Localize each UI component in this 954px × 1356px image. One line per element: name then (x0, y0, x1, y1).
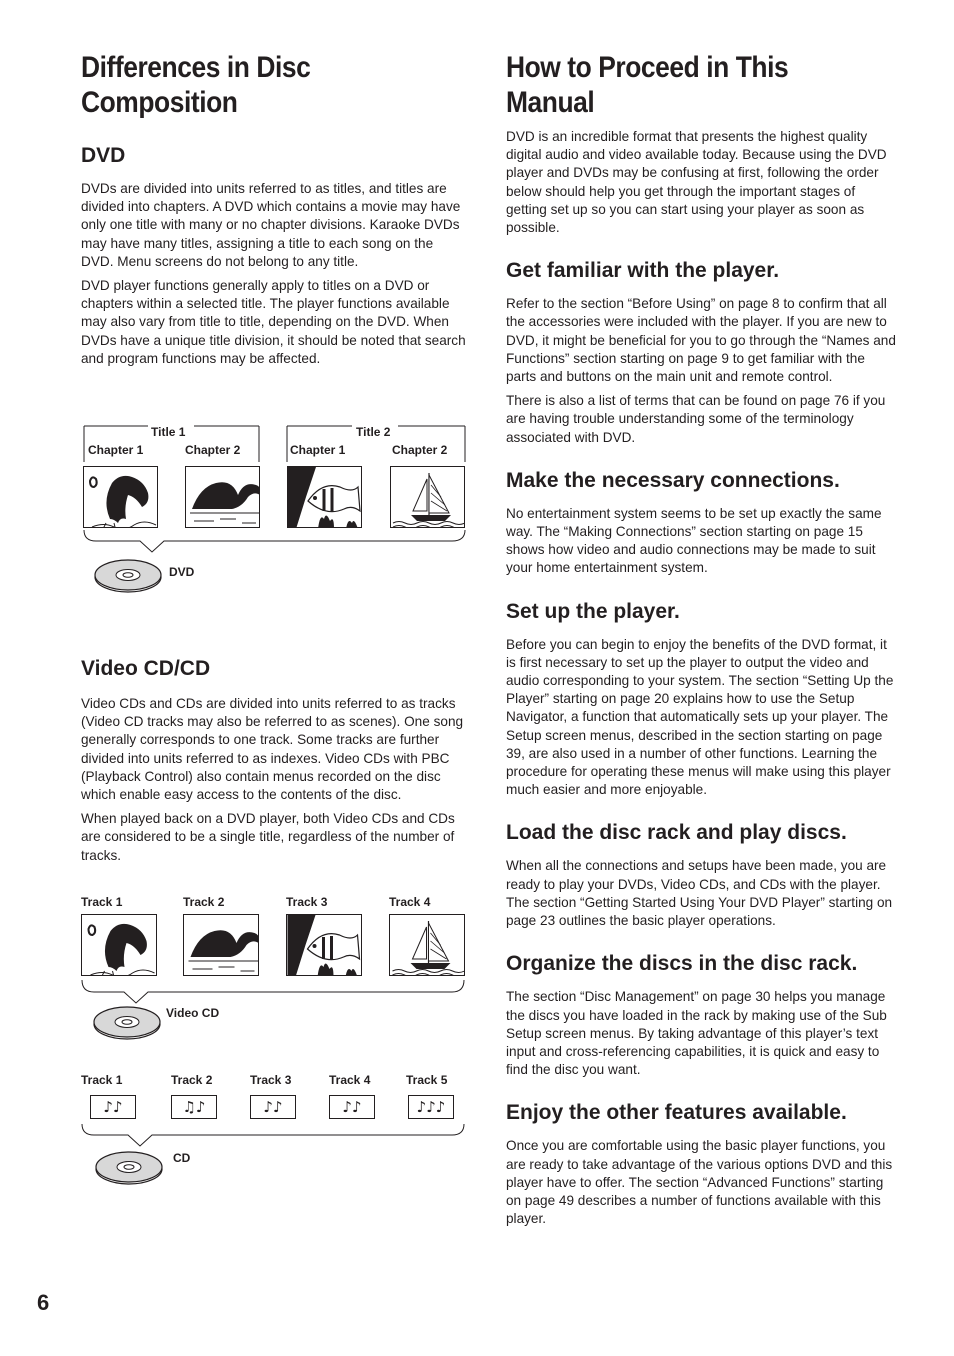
section-heading-organize: Organize the discs in the disc rack. (506, 952, 858, 976)
cd-track-notes-1: ♪♪ (90, 1095, 136, 1119)
cd-track-notes-3: ♪♪ (250, 1095, 296, 1119)
cd-track-label-2: Track 2 (171, 1073, 213, 1087)
section-heading-connections: Make the necessary connections. (506, 468, 840, 492)
left-title-line2: Composition (81, 86, 238, 119)
familiar-paragraph-2: There is also a list of terms that can be found on page 76 if you are having trouble understanding some of the terminology associated with DVD. (506, 393, 886, 445)
familiar-paragraph-1: Refer to the section “Before Using” on page 8 to confirm that all the accessories were included with the player. If you are new to DVD, it might be beneficial for you to go through the “Names and Functions” section starting on page 9 to get familiar with the parts and buttons on the main unit and remote control. (506, 296, 896, 385)
load-paragraph: When all the connections and setups have been made, you are ready to play your DVDs, Video CDs, and CDs with the player. The section “Getting Started Using Your DVD Player” starting on page 23 outlines the basic player operations. (506, 858, 893, 929)
vcd-paragraph-2: When played back on a DVD player, both Video CDs and CDs are considered to be a single title, regardless of the number of tracks. (81, 811, 455, 863)
cd-track-label-5: Track 5 (406, 1073, 448, 1087)
section-heading-familiar: Get familiar with the player. (506, 259, 780, 283)
cd-disc-label: CD (173, 1151, 191, 1165)
vcd-track-label-4: Track 4 (389, 895, 431, 909)
right-page-title (506, 50, 851, 120)
vcd-track-label-2: Track 2 (183, 895, 225, 909)
page-number: 6 (37, 1290, 50, 1315)
right-column (506, 50, 898, 1228)
dvd-title1-label: Title 1 (151, 425, 186, 439)
dvd-disc-label: DVD (169, 565, 195, 579)
vcd-track-label-1: Track 1 (81, 895, 123, 909)
vcd-disc-label: Video CD (166, 1006, 220, 1020)
dvd-chapter-label-1: Chapter 1 (88, 443, 144, 457)
dvd-chapter-label-4: Chapter 2 (392, 443, 448, 457)
dvd-paragraph-1: DVDs are divided into units referred to as titles, and titles are divided into chapters. A DVD which contains a movie may have only one title with many or no chapter divisions. Karaoke DVDs may have many titles, assigning a title to each song on the DVD. Menu screens do not belong to any title. (81, 181, 461, 269)
intro-paragraph: DVD is an incredible format that presents the highest quality digital audio and video available today. Because using the DVD player and DVDs may be confusing at first, following the order below should help you get through the important stages of getting set up so you can start using your player as soon as possible. (506, 129, 887, 236)
dvd-heading: DVD (81, 144, 126, 167)
dvd-chapter-label-3: Chapter 1 (290, 443, 346, 457)
cd-track-notes-2: ♫♪ (171, 1095, 217, 1119)
section-heading-enjoy: Enjoy the other features available. (506, 1101, 847, 1125)
right-title-line2: Manual (506, 86, 595, 119)
vcd-track-label-3: Track 3 (286, 895, 328, 909)
setup-paragraph: Before you can begin to enjoy the benefits of the DVD format, it is first necessary to set up the player to output the video and audio corresponding to your system. The section “Setting Up the Player” starting on page 20 explains how to use the Setup Navigator, a function that automatically sets up your player. The Setup screen menus, described in the section starting on page 39, are also used in a number of other functions. Learning the procedure for operating these menus will make using this player much easier and more enjoyable. (506, 636, 894, 798)
dvd-title2-label: Title 2 (356, 425, 391, 439)
cd-disc-icon (95, 1151, 163, 1187)
cd-track-label-3: Track 3 (250, 1073, 292, 1087)
section-heading-load: Load the disc rack and play discs. (506, 821, 847, 845)
dvd-chapter-label-2: Chapter 2 (185, 443, 241, 457)
connections-paragraph: No entertainment system seems to be set up exactly the same way. The “Making Connections” section starting on page 15 shows how video and audio connections may be made to suit your home entertainment system. (506, 505, 882, 576)
vcd-heading: Video CD/CD (81, 657, 211, 680)
section-heading-setup: Set up the player. (506, 599, 680, 623)
cd-track-label-4: Track 4 (329, 1073, 371, 1087)
organize-paragraph: The section “Disc Management” on page 30 helps you manage the discs you have loaded in the rack by making use of the Sub Setup screen menus. By taking advantage of this player’s text input and cross-referencing capabilities, it is quick and easy to find the disc you want. (506, 989, 887, 1078)
left-title-line1: Differences in Disc (81, 51, 311, 84)
cd-track-notes-5: ♪♪♪ (408, 1095, 454, 1119)
cd-track-label-1: Track 1 (81, 1073, 123, 1087)
vcd-paragraph-1: Video CDs and CDs are divided into units referred to as tracks (Video CD tracks may also be referred to as scenes). One song generally corresponds to one track. Some tracks are further divided into units referred to as indexes. Video CDs with PBC (Playback Control) also contain menus recorded on the disc which enable easy access to the contents of the disc. (81, 696, 464, 803)
enjoy-paragraph: Once you are comfortable using the basic player functions, you are ready to take advantage of the various options DVD and this player have to offer. The section “Advanced Functions” starting on page 49 describes a number of functions available with this player. (506, 1138, 893, 1227)
cd-track-notes-4: ♪♪ (329, 1095, 375, 1119)
dvd-paragraph-2: DVD player functions generally apply to titles on a DVD or chapters within a selected title. The player functions available may also vary from title to title, depending on the DVD. When DVDs have a unique title division, it should be noted that search and program functions may be affected. (81, 278, 466, 366)
right-title-line1: How to Proceed in This (506, 51, 789, 84)
